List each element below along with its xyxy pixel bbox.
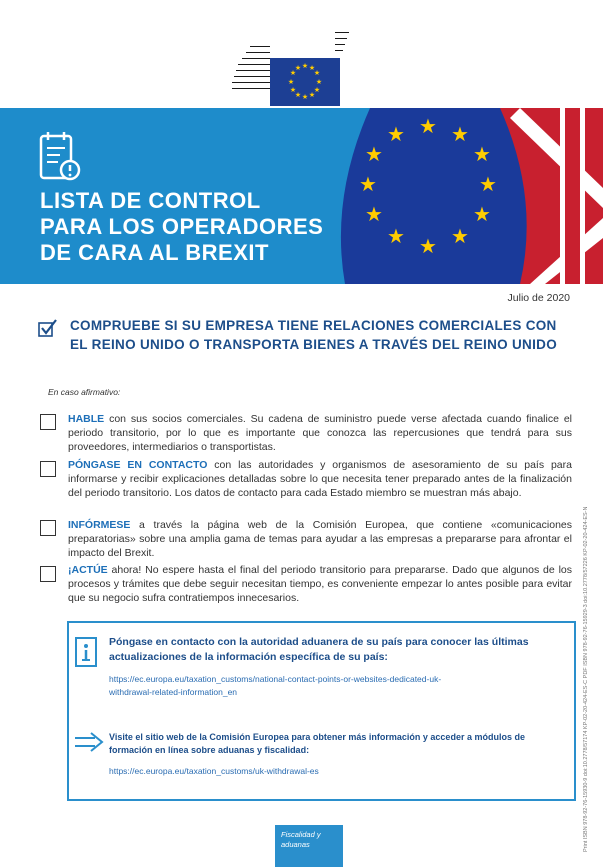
title-line3: DE CARA AL BREXIT bbox=[40, 240, 269, 265]
svg-text:★: ★ bbox=[308, 91, 316, 99]
footer-line2: aduanas bbox=[281, 840, 310, 849]
checklist-icon bbox=[38, 130, 80, 182]
svg-text:★: ★ bbox=[313, 86, 321, 94]
footer-tab bbox=[275, 825, 343, 867]
list-item bbox=[68, 412, 572, 454]
item-keyword: ¡ACTÚE bbox=[68, 564, 108, 576]
svg-text:★: ★ bbox=[294, 64, 302, 72]
svg-text:★: ★ bbox=[419, 234, 437, 258]
date: Julio de 2020 bbox=[507, 292, 570, 304]
svg-text:★: ★ bbox=[289, 69, 297, 77]
svg-text:★: ★ bbox=[419, 114, 437, 138]
svg-text:★: ★ bbox=[301, 62, 309, 70]
list-item bbox=[68, 518, 572, 560]
link-line1[interactable]: https://ec.europa.eu/taxation_customs/national-contact-points-or-websites-dedicated-uk- bbox=[109, 674, 442, 684]
page-title bbox=[40, 188, 323, 266]
svg-text:★: ★ bbox=[479, 172, 497, 196]
svg-text:★: ★ bbox=[294, 91, 302, 99]
svg-text:★: ★ bbox=[387, 224, 405, 248]
info-heading-1: Póngase en contacto con la autoridad aduanera de su país para conocer las últimas actualizaciones de la información específica de su país: bbox=[109, 636, 529, 663]
info-heading-2: Visite el sitio web de la Comisión Europea para obtener más información y acceder a módulos de formación en línea sobre aduanas y fiscalidad: bbox=[109, 732, 525, 755]
main-question: COMPRUEBE SI SU EMPRESA TIENE RELACIONES COMERCIALES CON EL REINO UNIDO O TRANSPORTA BIENES A TRAVÉS DEL REINO UNIDO bbox=[70, 318, 557, 352]
link-line2[interactable]: withdrawal-related-information_en bbox=[109, 687, 238, 697]
checkbox-item-3[interactable] bbox=[40, 520, 56, 536]
arrow-icon bbox=[73, 731, 105, 753]
info-document-icon bbox=[75, 637, 97, 667]
link-uk-withdrawal[interactable]: https://ec.europa.eu/taxation_customs/uk-withdrawal-es bbox=[109, 766, 319, 776]
title-line1: LISTA DE CONTROL bbox=[40, 188, 261, 213]
svg-text:★: ★ bbox=[313, 69, 321, 77]
item-keyword: INFÓRMESE bbox=[68, 519, 131, 531]
svg-text:★: ★ bbox=[308, 64, 316, 72]
item-keyword: PÓNGASE EN CONTACTO bbox=[68, 459, 208, 471]
subheading: En caso afirmativo: bbox=[48, 387, 121, 397]
svg-text:★: ★ bbox=[287, 78, 295, 86]
svg-text:★: ★ bbox=[365, 142, 383, 166]
item-keyword: HABLE bbox=[68, 413, 105, 425]
item-text: a través la página web de la Comisión Europea, que contiene «comunicaciones preparatorias» sobre una amplia gama de temas para ayudar a las empresas a prepararse para afrontar el impacto del Brexit. bbox=[68, 519, 572, 559]
svg-text:★: ★ bbox=[315, 78, 323, 86]
svg-text:★: ★ bbox=[365, 202, 383, 226]
svg-text:★: ★ bbox=[387, 122, 405, 146]
checkbox-item-2[interactable] bbox=[40, 461, 56, 477]
svg-text:★: ★ bbox=[359, 172, 377, 196]
checkbox-item-4[interactable] bbox=[40, 566, 56, 582]
item-text: con sus socios comerciales. Su cadena de suministro puede verse afectada cuando finalice el periodo transitorio, por lo que es importante que conozca las repercusiones que tendrá para sus proveedores, intermediarios o transportistas. bbox=[68, 413, 572, 453]
publication-codes: Print ISBN 978-92-76-15930-9 doi:10.2778/57174 KP-02-20-424-ES-C PDF ISBN 978-92-76-15929-3 doi:10.2778/57226 KP-02-20-424-ES-N bbox=[583, 506, 589, 852]
list-item bbox=[68, 458, 572, 500]
svg-text:★: ★ bbox=[451, 122, 469, 146]
item-text: ahora! No espere hasta el final del periodo transitorio para prepararse. Dado que algunos de los procesos y trámites que debe seguir necesitan tiempo, es conveniente empezar lo antes posible para evitar que su negocio sufra contratiempos innecesarios. bbox=[68, 564, 572, 604]
svg-text:★: ★ bbox=[473, 202, 491, 226]
title-line2: PARA LOS OPERADORES bbox=[40, 214, 324, 239]
svg-text:★: ★ bbox=[301, 93, 309, 101]
logo-building-right bbox=[335, 28, 350, 58]
svg-text:★: ★ bbox=[473, 142, 491, 166]
footer-line1: Fiscalidad y bbox=[281, 830, 321, 839]
checked-box-icon bbox=[38, 318, 56, 336]
logo-building-lines bbox=[232, 28, 270, 98]
info-box bbox=[67, 621, 576, 801]
svg-text:★: ★ bbox=[451, 224, 469, 248]
checkbox-item-1[interactable] bbox=[40, 414, 56, 430]
item-text: con las autoridades y organismos de asesoramiento de su país para informarse y recibir explicaciones detalladas sobre lo que necesita tener preparado antes de la finalización del periodo transitorio. Los datos de contacto para cada Estado miembro se muestran más abajo. bbox=[68, 459, 572, 499]
svg-text:★: ★ bbox=[289, 86, 297, 94]
eu-flag-logo bbox=[270, 58, 340, 106]
link-national-contact[interactable] bbox=[109, 673, 564, 699]
list-item bbox=[68, 563, 572, 605]
